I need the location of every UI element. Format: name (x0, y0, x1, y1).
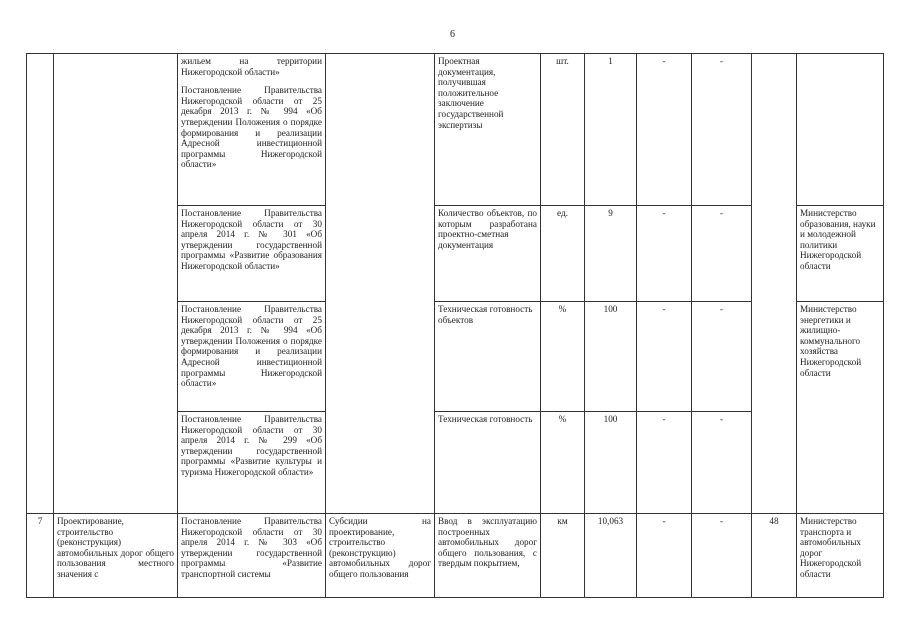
value-2: - (637, 206, 692, 302)
value: 100 (585, 412, 637, 514)
legal-basis: Постановление Правительства Нижегородской области от 30 апреля 2014 г. № 301 «Об утверждении государственной программы «Развитие образования Нижегородской области» (178, 206, 326, 302)
value-2: - (637, 302, 692, 412)
ministry (797, 54, 884, 206)
table-row (27, 302, 884, 412)
value: 100 (585, 302, 637, 412)
legal-basis: Постановление Правительства Нижегородской области от 30 апреля 2014 г. № 303 «Об утверждении государственной программы «Развитие транспортной системы (178, 514, 326, 598)
legal-basis-text: Постановление Правительства Нижегородской области от 25 декабря 2013 г. № 994 «Об утверждении Положения о порядке формирования и реализации Адресной инвестиционной программы Нижегородской области» (181, 85, 322, 170)
amount: 48 (752, 514, 797, 598)
indicator: Техническая готовность (435, 412, 541, 514)
value: 9 (585, 206, 637, 302)
unit: % (541, 412, 585, 514)
subsidy-name (326, 54, 435, 206)
value-3: - (692, 54, 752, 206)
value-2: - (637, 412, 692, 514)
indicator: Ввод в эксплуатацию построенных автомобильных дорог общего пользования, с твердым покрытием, (435, 514, 541, 598)
unit: ед. (541, 206, 585, 302)
value-3: - (692, 302, 752, 412)
subsidy-name: Субсидии на проектирование, строительство (реконструкцию) автомобильных дорог общего пользования (326, 514, 435, 598)
indicator: Техническая готовность объектов (435, 302, 541, 412)
legal-basis: Постановление Правительства Нижегородской области от 30 апреля 2014 г. № 299 «Об утверждении государственной программы «Развитие культуры и туризма Нижегородской области» (178, 412, 326, 514)
value: 1 (585, 54, 637, 206)
unit: шт. (541, 54, 585, 206)
page-number: 6 (450, 29, 455, 40)
table-row (27, 54, 884, 206)
row-number: 7 (27, 514, 54, 598)
value-2: - (637, 514, 692, 598)
value-2: - (637, 54, 692, 206)
indicator: Количество объектов, по которым разработана проектно-сметная документация (435, 206, 541, 302)
event-name: Проектирование, строительство (реконструкция) автомобильных дорог общего пользования местного значения с (54, 514, 178, 598)
indicator: Проектная документация, получившая положительное заключение государственной экспертизы (435, 54, 541, 206)
ministry: Министерство образования, науки и молодежной политики Нижегородской области (797, 206, 884, 302)
value-3: - (692, 412, 752, 514)
table-row (27, 514, 884, 598)
legal-basis: Постановление Правительства Нижегородской области от 25 декабря 2013 г. № 994 «Об утверждении Положения о порядке формирования и реализации Адресной инвестиционной программы Нижегородской области» (178, 302, 326, 412)
event-name (54, 54, 178, 206)
ministry: Министерство транспорта и автомобильных дорог Нижегородской области (797, 514, 884, 598)
value: 10,063 (585, 514, 637, 598)
ministry: Министерство энергетики и жилищно-коммунального хозяйства Нижегородской области (797, 302, 884, 412)
table-row (27, 206, 884, 302)
legal-basis (178, 54, 326, 206)
legal-basis-text: жильем на территории Нижегородской области» (181, 56, 322, 77)
value-3: - (692, 206, 752, 302)
document-table (26, 53, 884, 598)
unit: % (541, 302, 585, 412)
value-3: - (692, 514, 752, 598)
row-number (27, 54, 54, 206)
table-row (27, 412, 884, 514)
unit: км (541, 514, 585, 598)
amount (752, 54, 797, 206)
